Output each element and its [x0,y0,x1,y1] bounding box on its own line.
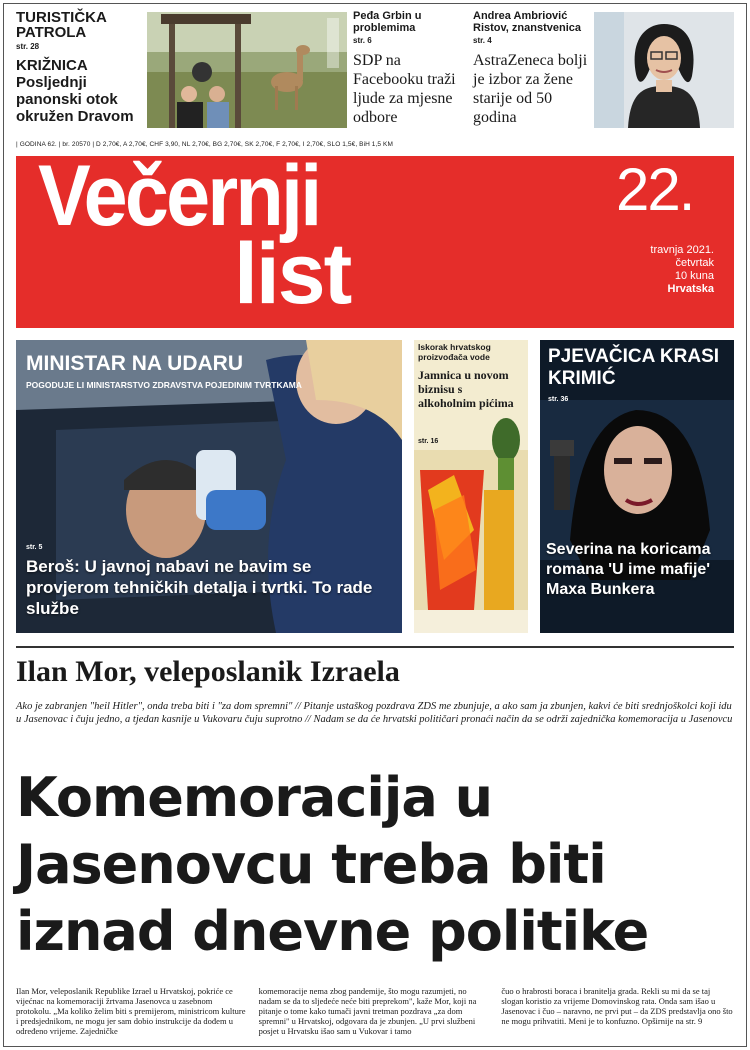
story-text: Beroš: U javnoj nabavi ne bavim se provjerom tehničkih detalja i tvrtki. To rade službe [26,557,373,618]
story-severina[interactable] [540,340,734,633]
teaser-page: str. 28 [16,42,40,51]
story-text: Severina na koricama romana 'U ime mafije' Maxa Bunkera [546,541,711,598]
teaser-page: str. 4 [473,36,492,45]
headline-line1: Komemoracija u [16,766,493,829]
teaser-text: Posljednji panonski otok okružen Dravom [16,74,134,125]
masthead [16,148,734,328]
issue-date: travnja 2021. [650,244,714,256]
article-body [16,986,734,1044]
issue-price: 10 kuna [674,270,714,282]
logo-list[interactable]: list [234,226,351,322]
story-minister[interactable] [16,340,402,633]
edition-line: | GODINA 62. | br. 20570 | D 2,70€, A 2,70€, CHF 3,90, NL 2,70€, BG 2,70€, SK 2,70€, F 2,70€, I 2,70€, SLO 1,5€, BiH 1,5 KM [16,141,394,148]
teaser-photo-deer [147,12,347,128]
main-headline[interactable] [16,764,734,965]
teaser-photo-scientist [594,12,734,128]
story-kicker: Iskorak hrvatskog proizvođača vode [418,342,491,362]
teaser-title: KRIŽNICA [16,57,88,74]
story-text: Jamnica u novom biznisu s alkoholnim pićima [418,368,514,410]
story-jamnica[interactable] [414,340,528,633]
teaser-kicker: TURISTIČKA PATROLA [16,9,107,41]
logo-vecernji[interactable]: Večernji [38,148,320,244]
story-rubric: MINISTAR NA UDARU [26,352,243,375]
teaser-kicker: Peđa Grbin u problemima [353,10,422,34]
interview-quotes: Ako je zabranjen "heil Hitler", onda treba biti i "za dom spremni" // Pitanje ustaškog pozdrava ZDS me zbunjuje, a ako sam ja zbunjen, kakvi će biti srednjoškolci koji idu u Jasenovac i čuju jedno, a tjedan kasnije u Vukovaru čuju suprotno // Nadam se da će hrvatski političari pronaći način da se održi zajednička komemoracija u Jasenovcu [16,701,733,725]
teaser-text: AstraZeneca bolji je izbor za žene starije od 50 godina [473,52,588,126]
issue-day: 22. [616,156,694,223]
story-page: str. 5 [26,544,43,551]
story-rubric: PJEVAČICA KRASI KRIMIĆ [548,346,720,389]
headline-line3: iznad dnevne politike [16,900,649,963]
headline-line2: Jasenovcu treba biti [16,833,606,896]
teaser-kicker: Andrea Ambriović Ristov, znanstvenica [473,10,581,34]
teaser-page: str. 6 [353,36,372,45]
divider [16,646,734,648]
issue-info [650,244,714,296]
teaser-sdp[interactable] [353,10,473,127]
issue-edition: Hrvatska [667,283,714,295]
body-column-2: komemoracije nema zbog pandemije, što mogu razumjeti, no nadam se da to sljedeće neće biti preprekom", kaže Mor, koji na pitanje o tome kako tumači javni tretman pozdrava „za dom spremni" u Hrvatskoj, odgovara da je zbunjen. „U prvi službeni posjet u Hrvatsku išao sam u Vukovar i tamo [258,986,477,1036]
story-page: str. 36 [548,396,569,403]
interview-title[interactable]: Ilan Mor, veleposlanik Izraela [16,655,400,688]
body-column-1: Ilan Mor, veleposlanik Republike Izrael u Hrvatskoj, pokriće ce vijećnac na komemoraciji žrtvama Jasenovca u zasebnom protokolu. „Ma koliko želim biti s premijerom, ministricom kulture i predsjednikom, ne mogu jer sam dobio instrukcije da dođem u određeno vrijeme. Zajedničke [16,986,246,1036]
teaser-astrazeneca[interactable] [473,10,593,127]
top-teasers [16,10,734,132]
teaser-text: SDP na Facebooku traži ljude za mjesne odbore [353,52,456,126]
issue-weekday: četvrtak [675,257,714,269]
story-subrubric: POGODUJE LI MINISTARSTVO ZDRAVSTVA POJEDINIM TVRTKAMA [26,380,302,390]
story-page: str. 16 [418,438,439,445]
body-column-3: čuo o hrabrosti boraca i branitelja grada. Rekli su mi da se taj slogan koristio za vrijeme Domovinskog rata. Onda sam išao u Jasenovac i čuo – naravno, ne prvi put – da ZDS predstavlja ono što ne mogu prihvatiti. Meni je to konfuzno. Opširnije na str. 9 [501,986,733,1026]
teaser-tourism[interactable] [16,10,146,125]
